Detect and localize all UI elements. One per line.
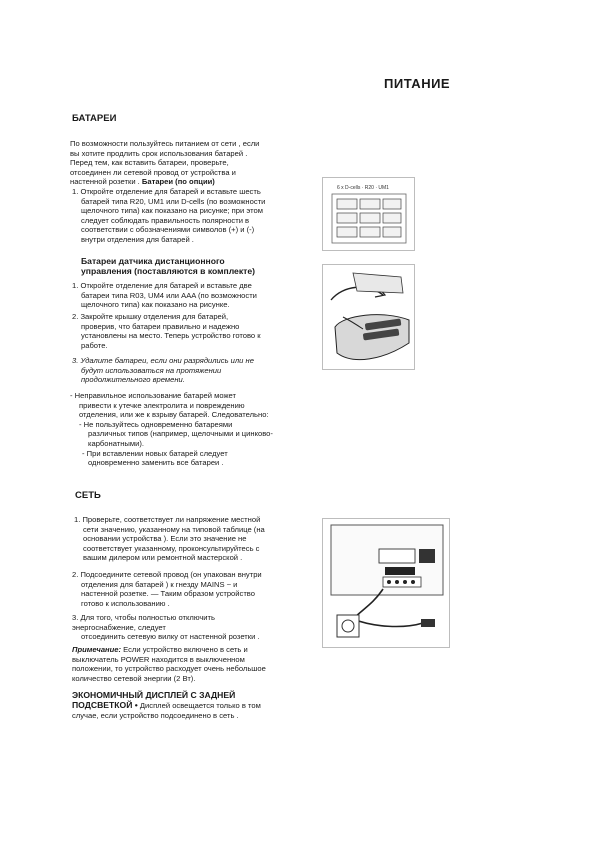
step-line: батареи типа R03, UM4 или AAA (по возможности (81, 290, 257, 300)
eco-heading-2: ПОДСВЕТКОЙ • (72, 700, 138, 710)
eco-line: случае, если устройство подсоединено в сеть . (72, 710, 239, 720)
step-line: 2. Закройте крышку отделения для батарей, (72, 312, 229, 321)
warning-line: привести к утечке электролита и повреждению (79, 400, 245, 410)
step-line: вашим дилером или ремонтной мастерской . (83, 553, 243, 563)
figure-label: 6 x D-cells · R20 · UM1 (337, 185, 389, 191)
warning-line: различных типов (например, щелочными и цинково- (88, 429, 273, 439)
step-line: отсоединить сетевую вилку от настенной розетки . (81, 632, 260, 642)
step-line: готово к использованию . (81, 598, 170, 608)
battery-warning (70, 391, 273, 468)
intro-last: настенной розетки . (70, 177, 140, 187)
intro-line (70, 177, 259, 187)
eco-heading: ЭКОНОМИЧНЫЙ ДИСПЛЕЙ С ЗАДНЕЙ (72, 690, 236, 700)
batteries-optional-label: Батареи (по опции) (141, 177, 215, 187)
step-line: соответствует указанному, проконсультируйтесь с (83, 543, 260, 553)
eco-text: Дисплей освещается только в том (137, 701, 261, 710)
intro-line: отсоединен ли сетевой провод от устройства и (70, 167, 236, 177)
intro-line: вы хотите продлить срок использования батарей . (70, 148, 248, 158)
step-line: основании устройства ). Если это значение не (83, 534, 247, 544)
step-line: работе. (81, 340, 108, 350)
eco-line (72, 700, 261, 711)
step-line: 2. Подсоедините сетевой провод (он упакован внутри (72, 570, 262, 579)
intro-line: Перед тем, как вставить батареи, проверьте, (70, 158, 229, 168)
step-line: сети значению, указанному на типовой таблице (на (83, 524, 265, 534)
mains-step-1 (74, 515, 265, 563)
mains-note (72, 645, 266, 683)
remote-batteries-heading (81, 256, 255, 276)
step-line: следует соблюдать правильность полярности в (81, 215, 250, 225)
warning-line: - Не пользуйтесь одновременно батареями (79, 419, 233, 429)
mains-step-2 (72, 570, 262, 608)
step-line: отделения для батарей ) к гнезду MAINS ~ и (81, 579, 238, 589)
note-line: количество сетевой энергии (2 Вт). (72, 673, 196, 683)
step-line: 3. Удалите батареи, если они разрядились или не (72, 356, 254, 365)
mains-connection-figure (322, 518, 450, 648)
step-line: батарей типа R20, UM1 или D-cells (по возможности (81, 196, 266, 206)
warning-line: карбонатными). (88, 438, 144, 448)
battery-compartment-figure (322, 177, 415, 251)
warning-line: - При вставлении новых батарей следует (82, 448, 228, 458)
mains-step-3 (72, 613, 260, 642)
step-line: щелочного типа) как показано на рисунке. (81, 300, 230, 310)
step-line: 1. Откройте отделение для батарей и вставьте шесть (72, 187, 261, 196)
step-line: 3. Для того, чтобы полностью отключить (72, 613, 215, 622)
step-line: установлены на место. Теперь устройство готово к (81, 331, 261, 341)
step-line: внутри отделения для батарей . (81, 234, 194, 244)
step-line: проверив, что батареи правильно и надежно (81, 321, 240, 331)
warning-line: - Неправильное использование батарей может (70, 391, 237, 400)
remote-battery-figure (322, 264, 415, 370)
intro-line: По возможности пользуйтесь питанием от сети , если (70, 139, 260, 148)
mains-heading: СЕТЬ (75, 490, 101, 501)
remote-heading-line: Батареи датчика дистанционного (81, 256, 225, 266)
note-line (72, 645, 266, 655)
batteries-heading: БАТАРЕИ (72, 113, 117, 124)
remote-step-2 (72, 312, 261, 350)
batteries-step-1 (72, 187, 265, 245)
remote-step-3 (72, 356, 254, 385)
step-line: продолжительного времени. (81, 375, 185, 385)
note-label: Примечание: (72, 645, 122, 654)
step-line: щелочного типа) как показано на рисунке; при этом (81, 206, 263, 216)
page-title: ПИТАНИЕ (384, 76, 451, 91)
step-line: энергоснабжение, следует (72, 622, 166, 632)
eco-display (72, 690, 261, 720)
remote-heading-line: управления (поставляются в комплекте) (81, 266, 255, 276)
note-line: выключатель POWER находится в выключенном (72, 654, 245, 664)
step-line: 1. Откройте отделение для батарей и вставьте две (72, 281, 252, 290)
batteries-intro (70, 139, 259, 187)
step-line: будут использоваться на протяжении (81, 365, 222, 375)
step-line: 1. Проверьте, соответствует ли напряжение местной (74, 515, 261, 524)
warning-line: отделения, или же к взрыву батарей. Следовательно: (79, 410, 269, 420)
note-line: положении, то устройство расходует очень небольшое (72, 664, 266, 674)
remote-step-1 (72, 281, 257, 310)
warning-line: одновременно заменить все батареи . (88, 458, 224, 468)
step-line: соответствии с обозначениями символов (+) и (-) (81, 225, 255, 235)
note-text: Если устройство включено в сеть и (121, 645, 248, 654)
step-line: настенной розетке. — Таким образом устройство (81, 589, 255, 599)
